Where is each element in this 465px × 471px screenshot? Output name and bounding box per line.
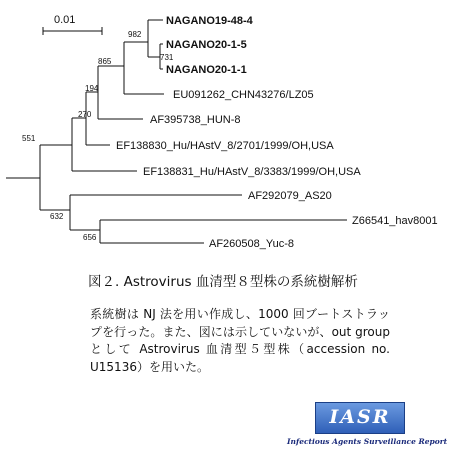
leaf-label: AF395738_HUN-8: [150, 114, 241, 126]
leaf-label: AF260508_Yuc-8: [209, 238, 295, 250]
iasr-logo: [315, 402, 405, 434]
bootstrap-value: 551: [22, 134, 36, 143]
leaf-label: EF138831_Hu/HAstV_8/3383/1999/OH,USA: [143, 166, 361, 178]
logo-subtitle: Infectious Agents Surveillance Report: [287, 437, 448, 446]
logo-text: IASR: [329, 406, 391, 428]
figure-description: [90, 306, 390, 376]
leaf-label: EU091262_CHN43276/LZ05: [173, 89, 314, 101]
leaf-label: NAGANO20-1-5: [166, 39, 247, 51]
figure-caption: 図２. Astrovirus 血清型８型株の系統樹解析: [88, 274, 358, 290]
leaf-labels: [116, 15, 438, 250]
bootstrap-value: 865: [98, 57, 112, 66]
scale-bar-label: 0.01: [54, 14, 76, 26]
bootstrap-value: 656: [83, 233, 97, 242]
bootstrap-value: 194: [85, 84, 99, 93]
scale-bar: [43, 27, 102, 35]
leaf-label: NAGANO19-48-4: [166, 15, 253, 27]
leaf-label: EF138830_Hu/HAstV_8/2701/1999/OH,USA: [116, 140, 334, 152]
leaf-label: Z66541_hav8001: [352, 215, 438, 227]
bootstrap-value: 982: [128, 30, 142, 39]
leaf-label: NAGANO20-1-1: [166, 64, 247, 76]
bootstrap-value: 731: [160, 53, 174, 62]
tree-branches: [6, 20, 347, 243]
description-text: 系統樹は NJ 法を用い作成し、1000 回ブートストラップを行った。また、図には示していないが、out group として Astrovirus 血清型５型株（accession no. U15136）を用いた。: [90, 307, 390, 374]
leaf-label: AF292079_AS20: [248, 190, 332, 202]
bootstrap-value: 632: [50, 212, 64, 221]
bootstrap-value: 270: [78, 110, 92, 119]
